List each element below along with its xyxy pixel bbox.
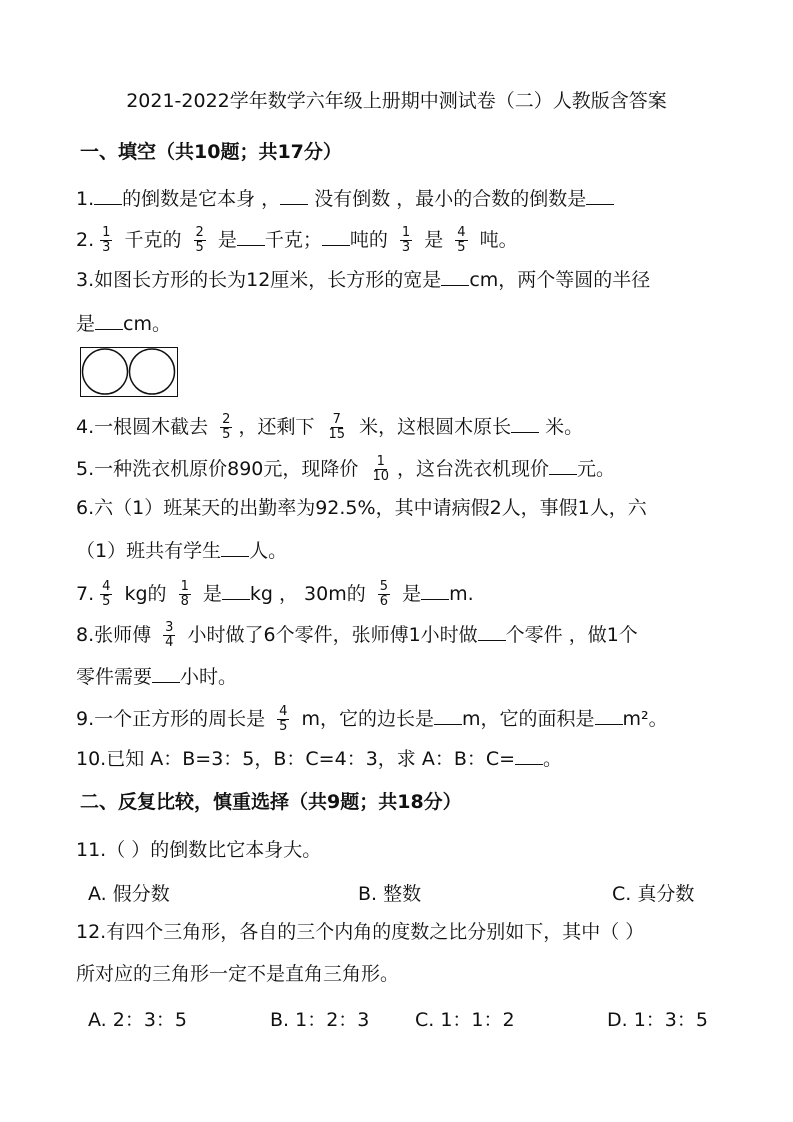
- rectangle-two-circles-figure: [80, 347, 178, 397]
- answer-blank[interactable]: [549, 456, 577, 475]
- answer-blank[interactable]: [441, 267, 469, 286]
- question-10: 10.已知 A：B=3：5，B：C=4：3，求 A：B：C= 。: [76, 748, 563, 770]
- fraction: $\frac{7}{15}$: [328, 412, 346, 442]
- fraction: $\frac{3}{4}$: [165, 620, 174, 650]
- choice-c[interactable]: C. 真分数: [612, 883, 695, 905]
- question-9: 9.一个正方形的周长是 $\frac{4}{5}$ m，它的边长是 m，它的面积是 m²。: [76, 704, 668, 734]
- answer-blank[interactable]: [511, 414, 539, 433]
- answer-blank[interactable]: [478, 622, 506, 641]
- section-heading-fill-blank: 一、填空（共10题；共17分）: [80, 141, 342, 163]
- fraction: $\frac{4}{5}$: [457, 225, 466, 255]
- question-4: 4.一根圆木截去 $\frac{2}{5}$ ，还剩下 $\frac{7}{15}$ 米，这根圆木原长 米。: [76, 412, 584, 442]
- fraction: $\frac{2}{5}$: [195, 225, 204, 255]
- question-2: 2. $\frac{1}{3}$ 千克的 $\frac{2}{5}$ 是 千克； 吨的 $\frac{1}{3}$ 是 $\frac{4}{5}$ 吨。: [76, 225, 518, 255]
- question-1: 1. 的倒数是它本身 ， 没有倒数 ，最小的合数的倒数是: [76, 186, 614, 211]
- fraction: $\frac{1}{3}$: [401, 225, 411, 255]
- question-3-line-1: 3.如图长方形的长为12厘米，长方形的宽是 cm，两个等圆的半径: [76, 269, 651, 291]
- section-heading-multiple-choice: 二、反复比较，慎重选择（共9题；共18分）: [80, 791, 462, 813]
- answer-blank[interactable]: [237, 227, 265, 246]
- question-7: 7. $\frac{4}{5}$ kg的 $\frac{1}{8}$ 是 kg ， 30m的 $\frac{5}{6}$ 是 m.: [76, 579, 474, 609]
- choice-c[interactable]: C. 1：1：2: [415, 1009, 515, 1031]
- answer-blank[interactable]: [421, 581, 449, 600]
- fraction: $\frac{4}{5}$: [102, 579, 111, 609]
- choice-a[interactable]: A. 2：3：5: [88, 1009, 188, 1031]
- answer-blank[interactable]: [586, 186, 614, 205]
- choice-a[interactable]: A. 假分数: [88, 883, 170, 905]
- fraction: $\frac{1}{10}$: [372, 454, 389, 484]
- answer-blank[interactable]: [322, 227, 350, 246]
- question-8-line-2: 零件需要 小时。: [76, 666, 238, 688]
- answer-blank[interactable]: [222, 581, 250, 600]
- page-title: 2021-2022学年数学六年级上册期中测试卷（二）人教版含答案: [126, 90, 667, 112]
- fraction: $\frac{4}{5}$: [279, 704, 288, 734]
- choice-d[interactable]: D. 1：3：5: [607, 1009, 708, 1031]
- answer-blank[interactable]: [515, 746, 543, 765]
- question-12-line-2: 所对应的三角形一定不是直角三角形。: [76, 963, 400, 985]
- answer-blank[interactable]: [595, 706, 623, 725]
- question-12-line-1: 12.有四个三角形，各自的三个内角的度数之比分别如下，其中（ ）: [76, 921, 645, 943]
- question-5: 5.一种洗衣机原价890元，现降价 $\frac{1}{10}$ ，这台洗衣机现价 元。: [76, 454, 616, 484]
- fraction: $\frac{1}{3}$: [102, 225, 111, 255]
- answer-blank[interactable]: [434, 706, 462, 725]
- fraction: $\frac{1}{8}$: [180, 579, 189, 609]
- question-6-line-2: （1）班共有学生 人。: [76, 540, 288, 562]
- fraction: $\frac{5}{6}$: [379, 579, 389, 609]
- fraction: $\frac{2}{5}$: [222, 412, 231, 442]
- answer-blank[interactable]: [94, 186, 122, 205]
- choice-b[interactable]: B. 整数: [358, 883, 422, 905]
- question-8-line-1: 8.张师傅 $\frac{3}{4}$ 小时做了6个零件，张师傅1小时做 个零件 ，做1个: [76, 620, 638, 650]
- answer-blank[interactable]: [280, 186, 308, 205]
- answer-blank[interactable]: [95, 311, 123, 330]
- answer-blank[interactable]: [221, 538, 249, 557]
- question-11: 11.（ ）的倒数比它本身大。: [76, 839, 322, 861]
- choice-b[interactable]: B. 1：2：3: [270, 1009, 370, 1031]
- answer-blank[interactable]: [152, 664, 180, 683]
- question-3-line-2: 是 cm。: [76, 313, 171, 335]
- question-6-line-1: 6.六（1）班某天的出勤率为92.5%，其中请病假2人，事假1人，六: [76, 497, 647, 519]
